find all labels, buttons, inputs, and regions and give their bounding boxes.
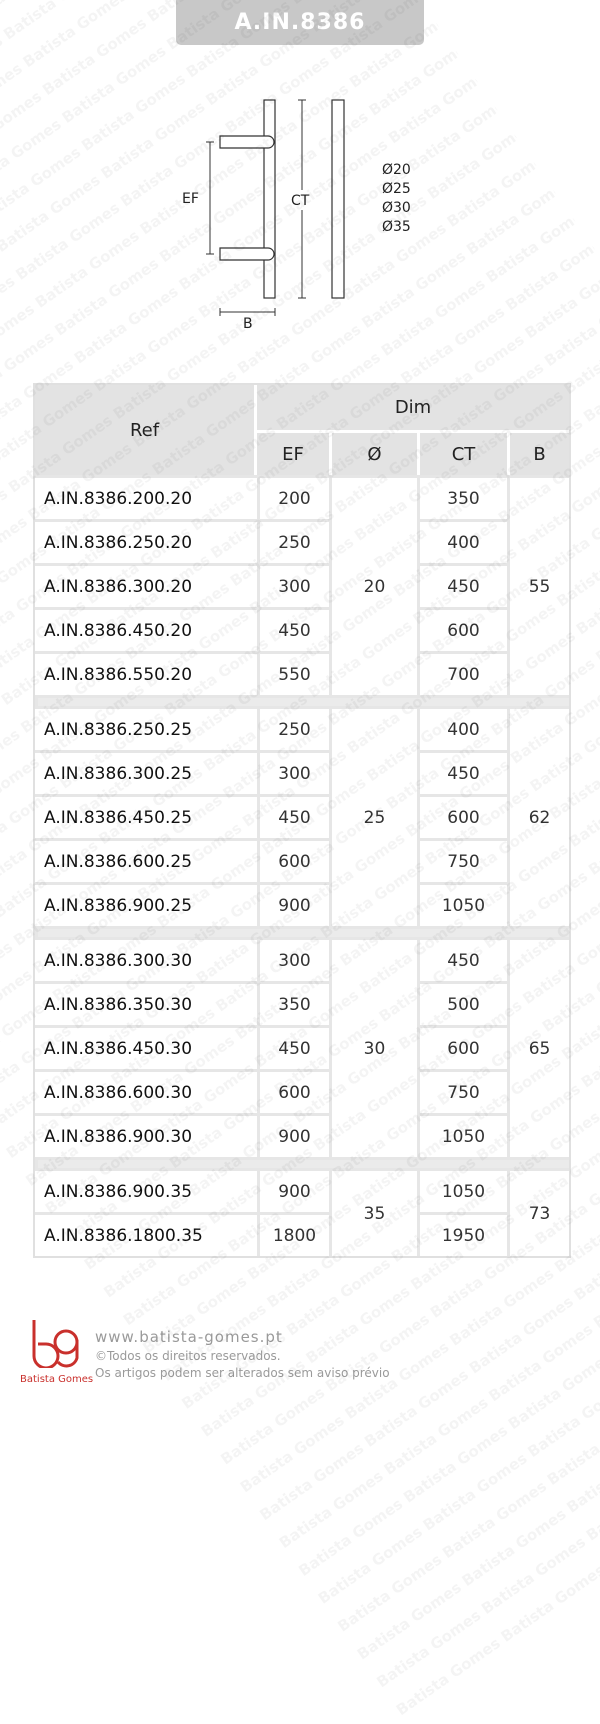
cell-ref: A.IN.8386.550.20 <box>35 651 257 695</box>
cell-ef: 300 <box>257 563 329 607</box>
header-dim: Dim <box>257 385 569 430</box>
cell-ef: 900 <box>257 882 329 926</box>
handle-diagram <box>170 90 440 340</box>
cell-ref: A.IN.8386.450.25 <box>35 794 257 838</box>
cell-ref: A.IN.8386.250.25 <box>35 706 257 750</box>
cell-ef: 600 <box>257 1069 329 1113</box>
spec-table <box>33 383 571 1258</box>
table-row <box>35 937 569 981</box>
cell-ef: 450 <box>257 1025 329 1069</box>
label-ct: CT <box>291 193 310 209</box>
header-diameter: Ø <box>329 430 417 475</box>
table-row <box>35 651 569 695</box>
cell-ref: A.IN.8386.600.30 <box>35 1069 257 1113</box>
table-row <box>35 1212 569 1256</box>
cell-ct: 750 <box>417 1069 507 1113</box>
website-url[interactable]: www.batista-gomes.pt <box>95 1328 283 1346</box>
cell-ct: 400 <box>417 519 507 563</box>
table-body <box>35 475 569 1256</box>
cell-b: 55 <box>507 475 569 695</box>
table-row <box>35 706 569 750</box>
table-row <box>35 519 569 563</box>
group-separator <box>35 695 569 706</box>
table-row <box>35 882 569 926</box>
diameter-20: Ø20 <box>382 162 411 178</box>
cell-ref: A.IN.8386.450.30 <box>35 1025 257 1069</box>
cell-diameter: 25 <box>329 706 417 926</box>
label-ef: EF <box>182 191 199 207</box>
table-row <box>35 475 569 519</box>
cell-ref: A.IN.8386.200.20 <box>35 475 257 519</box>
cell-ref: A.IN.8386.250.20 <box>35 519 257 563</box>
handle-leg-top <box>220 136 274 148</box>
group-separator <box>35 926 569 937</box>
cell-ef: 550 <box>257 651 329 695</box>
cell-ef: 450 <box>257 794 329 838</box>
cell-ef: 450 <box>257 607 329 651</box>
cell-ef: 300 <box>257 750 329 794</box>
table-row <box>35 607 569 651</box>
cell-ef: 200 <box>257 475 329 519</box>
cell-b: 65 <box>507 937 569 1157</box>
cell-ef: 1800 <box>257 1212 329 1256</box>
table-row <box>35 1113 569 1157</box>
table-row <box>35 794 569 838</box>
header-ref: Ref <box>35 385 257 475</box>
cell-diameter: 30 <box>329 937 417 1157</box>
cell-ref: A.IN.8386.600.25 <box>35 838 257 882</box>
cell-ct: 750 <box>417 838 507 882</box>
notice-text: Os artigos podem ser alterados sem aviso prévio <box>95 1366 390 1380</box>
cell-ct: 600 <box>417 607 507 651</box>
cell-ref: A.IN.8386.900.35 <box>35 1168 257 1212</box>
cell-ref: A.IN.8386.350.30 <box>35 981 257 1025</box>
cell-ref: A.IN.8386.300.20 <box>35 563 257 607</box>
cell-ef: 900 <box>257 1113 329 1157</box>
separator-cell <box>35 926 569 937</box>
brand-name: Batista Gomes <box>20 1374 94 1385</box>
cell-ref: A.IN.8386.450.20 <box>35 607 257 651</box>
cell-ct: 450 <box>417 750 507 794</box>
cell-ref: A.IN.8386.900.25 <box>35 882 257 926</box>
table-row <box>35 1025 569 1069</box>
label-b: B <box>243 316 253 332</box>
rights-text: ©Todos os direitos reservados. <box>95 1349 281 1363</box>
cell-ef: 250 <box>257 519 329 563</box>
cell-ct: 1050 <box>417 1113 507 1157</box>
cell-ef: 600 <box>257 838 329 882</box>
cell-b: 62 <box>507 706 569 926</box>
cell-ct: 350 <box>417 475 507 519</box>
cell-b: 73 <box>507 1168 569 1256</box>
cell-ct: 600 <box>417 794 507 838</box>
cell-diameter: 35 <box>329 1168 417 1256</box>
table-row <box>35 563 569 607</box>
cell-ct: 700 <box>417 651 507 695</box>
handle-bar-side <box>264 100 275 298</box>
diameter-35: Ø35 <box>382 219 411 235</box>
cell-ct: 500 <box>417 981 507 1025</box>
cell-ef: 900 <box>257 1168 329 1212</box>
separator-cell <box>35 695 569 706</box>
header-ef: EF <box>257 430 329 475</box>
brand-logo <box>28 1318 88 1368</box>
cell-diameter: 20 <box>329 475 417 695</box>
table-row <box>35 1168 569 1212</box>
handle-bar-front <box>332 100 344 298</box>
cell-ct: 1050 <box>417 1168 507 1212</box>
table-row <box>35 750 569 794</box>
cell-ct: 1050 <box>417 882 507 926</box>
cell-ref: A.IN.8386.300.30 <box>35 937 257 981</box>
separator-cell <box>35 1157 569 1168</box>
group-separator <box>35 1157 569 1168</box>
table-row <box>35 981 569 1025</box>
handle-leg-bottom <box>220 248 274 260</box>
diameter-30: Ø30 <box>382 200 411 216</box>
cell-ef: 300 <box>257 937 329 981</box>
header-ct: CT <box>417 430 507 475</box>
header-b: B <box>507 430 569 475</box>
cell-ref: A.IN.8386.1800.35 <box>35 1212 257 1256</box>
table-row <box>35 838 569 882</box>
cell-ef: 250 <box>257 706 329 750</box>
cell-ct: 400 <box>417 706 507 750</box>
cell-ref: A.IN.8386.300.25 <box>35 750 257 794</box>
cell-ref: A.IN.8386.900.30 <box>35 1113 257 1157</box>
cell-ct: 600 <box>417 1025 507 1069</box>
cell-ef: 350 <box>257 981 329 1025</box>
cell-ct: 1950 <box>417 1212 507 1256</box>
page-title: A.IN.8386 <box>176 0 424 45</box>
diameter-25: Ø25 <box>382 181 411 197</box>
cell-ct: 450 <box>417 937 507 981</box>
table-row <box>35 1069 569 1113</box>
cell-ct: 450 <box>417 563 507 607</box>
